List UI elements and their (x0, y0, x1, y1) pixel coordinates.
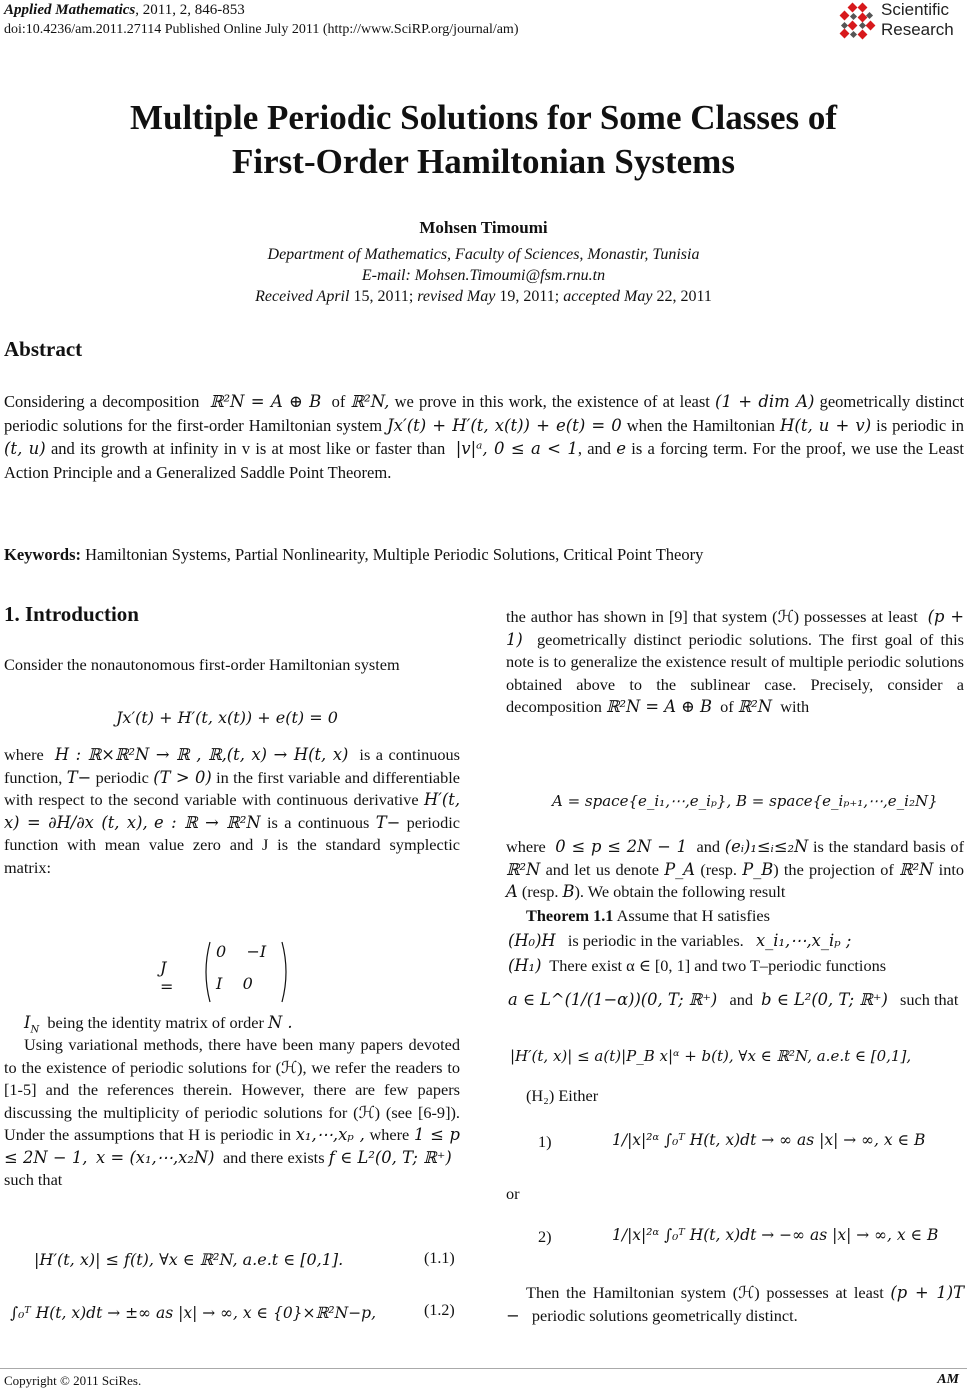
math-h-definition: H : ℝ×ℝ²N → ℝ , ℝ,(t, x) → H(t, x) (54, 745, 349, 764)
keywords-text: Hamiltonian Systems, Partial Nonlinearity, Multiple Periodic Solutions, Critical Point Theory (85, 545, 704, 564)
theorem-label: Theorem 1.1 (526, 906, 614, 925)
journal-header (4, 2, 245, 19)
title-line-1: Multiple Periodic Solutions for Some Classes of (129, 98, 838, 137)
journal-details: , 2011, 2, 846-853 (135, 2, 245, 18)
title-line-2: First-Order Hamiltonian Systems (232, 142, 735, 181)
h2-case-1-equation: 1/|x|²ᵅ ∫₀ᵀ H(t, x)dt → ∞ as |x| → ∞, x ∈ B (612, 1131, 926, 1149)
theorem-conclusion: Then the Hamiltonian system (ℋ) possesses at least (p + 1)T − periodic solutions geometrically distinct. (506, 1283, 964, 1325)
h2-case-2-equation: 1/|x|²ᵅ ∫₀ᵀ H(t, x)dt → −∞ as |x| → ∞, x ∈ B (612, 1226, 939, 1244)
math-A: A (506, 882, 518, 901)
math-e-definition: e : ℝ → ℝ²N (154, 812, 261, 832)
publisher-logo (837, 0, 965, 44)
hypothesis-h0: (H₀)H is periodic in the variables. x_i₁,⋯,x_iₚ ; (508, 931, 852, 950)
abstract-math-growth: |v|ᵃ, 0 ≤ a < 1 (455, 439, 578, 458)
math-f-l2: f ∈ L²(0, T; ℝ⁺) (328, 1147, 452, 1167)
received-label: Received April (255, 288, 350, 305)
math-B: B (562, 882, 575, 901)
right-paragraph-1: the author has shown in [9] that system (ℋ) possesses at least (p + 1) geometrically distinct periodic solutions. The first goal of this note is to generalize the existence result of multiple periodic solutions obtained above to the sublinear case. Precisely, consider a decomposition ℝ²N = A ⊕ B of ℝ²N with (506, 607, 965, 716)
identity-note: $I_N$ being the identity matrix of order N . (24, 1013, 293, 1036)
math-pa: P_A (664, 859, 696, 879)
dates-line (0, 286, 967, 307)
footer-copyright: Copyright © 2011 SciRes. (4, 1373, 142, 1388)
journal-name: Applied Mathematics (4, 2, 136, 18)
intro-paragraph-1: Consider the nonautonomous first-order Hamiltonian system (4, 655, 400, 674)
math-r2n-2: ℝ²N (506, 859, 541, 879)
logo-text-line2: Research (881, 20, 954, 39)
h1-math-a: a ∈ L^(1/(1−α))(0, T; ℝ⁺) (508, 990, 718, 1009)
equation-main-system: Jx′(t) + H′(t, x(t)) + e(t) = 0 (116, 708, 338, 727)
author-name: Mohsen Timoumi (419, 218, 548, 237)
math-basis: (eᵢ)₁≤ᵢ≤₂N (724, 837, 809, 856)
h2-case-2-label: 2) (538, 1227, 552, 1246)
math-gradient: H′(t, x) = ∂H/∂x (t, x), (4, 790, 460, 832)
matrix-row-2: I 0 (216, 974, 253, 993)
theorem-text: Assume that H satisfies (616, 906, 770, 925)
math-p-bounds: 0 ≤ p ≤ 2N − 1 (555, 837, 688, 856)
h1-label: (H₁) (508, 956, 542, 975)
accepted-date: 22, 2011 (656, 288, 712, 305)
left-column-text (4, 654, 460, 677)
keywords-line (4, 543, 964, 566)
abstract-math-e: e (616, 439, 627, 458)
intro-paragraph-4: Using variational methods, there have been many papers devoted to the existence of periodic solutions for (ℋ), we refer the readers to [1-5] and the references therein. However, there are few papers discussing the multiplicity of periodic solutions for (ℋ) (see [6-9]). Under the assumptions that H is periodic in x₁,⋯,xₚ , where 1 ≤ p ≤ 2N − 1, x = (x₁,⋯,x₂N) and there exists f ∈ L²(0, T; ℝ⁺) such that (4, 1035, 460, 1189)
matrix-right-bracket (280, 940, 292, 1004)
math-r2n-3: ℝ²N (899, 859, 934, 879)
intro-paragraph-2: where H : ℝ×ℝ²N → ℝ , ℝ,(t, x) → H(t, x) is a continuous function, T− periodic (T > 0) in the first variable and differentiable with respect to the second variable with continuous derivative H′(t, x) = ∂H/∂x (t, x), e : ℝ → ℝ²N is a continuous T− periodic function with mean value zero and J is the standard symplectic matrix: (4, 745, 461, 877)
math-T-periodic-2: T− (375, 812, 401, 832)
math-T-positive: (T > 0) (153, 767, 212, 787)
introduction-heading: 1. Introduction (4, 602, 139, 626)
math-T-periodic: T− (66, 767, 92, 787)
revised-date: 19, 2011; (499, 288, 560, 305)
matrix-lhs: J = (160, 958, 174, 996)
equation-span: A = space{e_i₁,⋯,e_iₚ}, B = space{e_iₚ₊₁,⋯,e_i₂N} (552, 792, 938, 810)
logo-text-line1: Scientific (881, 0, 950, 19)
matrix-left-bracket (200, 940, 212, 1004)
footer-journal-abbrev: AM (937, 1372, 959, 1387)
h1-inequality: |H′(t, x)| ≤ a(t)|P_B x|ᵅ + b(t), ∀x ∈ ℝ²N, a.e.t ∈ [0,1], (510, 1047, 912, 1065)
math-p-range: 1 ≤ p ≤ 2N − 1, (4, 1125, 460, 1167)
h1-math-b: b ∈ L²(0, T; ℝ⁺) (761, 990, 888, 1009)
abstract-heading: Abstract (4, 337, 83, 361)
email-line (0, 265, 967, 286)
right-paragraph-2: where 0 ≤ p ≤ 2N − 1 and (eᵢ)₁≤ᵢ≤₂N is the standard basis of ℝ²N and let us denote P_A (resp. P_B) the projection of ℝ²N into A (resp. B). We obtain the following result (506, 837, 965, 901)
revised-label: revised May (417, 288, 496, 305)
matrix-row-1: 0 −I (216, 942, 267, 961)
math-order-n: N . (267, 1013, 293, 1032)
math-identity: I (24, 1013, 31, 1032)
footer-rule (0, 1368, 967, 1369)
abstract-math-hamiltonian: H(t, u + v) (780, 415, 872, 435)
abstract-math-dim: (1 + dim A) (715, 392, 815, 411)
scirp-logo-icon (837, 2, 877, 42)
h0-math: x_i₁,⋯,x_iₚ ; (755, 931, 852, 950)
keywords-label: Keywords: (4, 545, 81, 564)
equation-1-2: ∫₀ᵀ H(t, x)dt → ±∞ as |x| → ∞, x ∈ {0}×ℝ²N−p, (10, 1304, 377, 1322)
doi-line: doi:10.4236/am.2011.27114 Published Online July 2011 (http://www.SciRP.org/journal/am) (4, 22, 519, 37)
abstract-math-decomposition: ℝ²N = A ⊕ B (209, 392, 322, 411)
abstract-math-system: Jx′(t) + H′(t, x(t)) + e(t) = 0 (387, 415, 622, 435)
math-periodic-vars: x₁,⋯,xₚ , (295, 1125, 365, 1144)
email-address[interactable]: Mohsen.Timoumi@fsm.rnu.tn (414, 267, 606, 284)
h0-label: (H₀)H (508, 931, 556, 950)
abstract-math-r2n: ℝ²N, (350, 392, 390, 411)
theorem-1-1 (526, 905, 964, 928)
math-p-plus-1: (p + 1) (506, 607, 965, 649)
abstract-math-tu: (t, u) (4, 439, 46, 458)
math-r2n: ℝ²N (737, 697, 773, 716)
author-affiliation-block (0, 244, 967, 307)
equation-1-2-number: (1.2) (424, 1302, 455, 1319)
accepted-label: accepted May (563, 288, 653, 305)
conclusion-math: (p + 1)T − (506, 1283, 964, 1325)
h2-case-1-label: 1) (538, 1132, 552, 1151)
math-pb: P_B (742, 859, 774, 879)
equation-1-1: |H′(t, x)| ≤ f(t), ∀x ∈ ℝ²N, a.e.t ∈ [0,1]. (34, 1250, 344, 1269)
hypothesis-h2: (H₂) Either (526, 1086, 599, 1105)
affiliation: Department of Mathematics, Faculty of Sciences, Monastir, Tunisia (267, 246, 700, 263)
email-label: E-mail: (361, 267, 411, 284)
math-identity-sub: N (30, 1024, 40, 1036)
math-x-vector: x = (x₁,⋯,x₂N) (95, 1147, 215, 1167)
equation-1-1-number: (1.1) (424, 1250, 455, 1267)
math-decomposition: ℝ²N = A ⊕ B (605, 697, 712, 716)
hypothesis-h1: (H₁) There exist α ∈ [0, 1] and two T–periodic functions (508, 956, 887, 975)
received-date: 15, 2011; (353, 288, 414, 305)
hypothesis-h1-spaces: a ∈ L^(1/(1−α))(0, T; ℝ⁺) and b ∈ L²(0, T; ℝ⁺) such that (508, 990, 959, 1009)
paper-title (0, 96, 967, 184)
or-text: or (506, 1184, 520, 1203)
abstract-text: Considering a decomposition ℝ²N = A ⊕ B of ℝ²N, we prove in this work, the existence of at least (1 + dim A) geometrically distinct periodic solutions for the first-order Hamiltonian system Jx′(t) + H′(t, x(t)) + e(t) = 0 when the Hamiltonian H(t, u + v) is periodic in (t, u) and its growth at infinity in v is at most like or faster than |v|ᵃ, 0 ≤ a < 1, and e is a forcing term. For the proof, we use the Least Action Principle and a Generalized Saddle Point Theorem. (4, 392, 965, 482)
